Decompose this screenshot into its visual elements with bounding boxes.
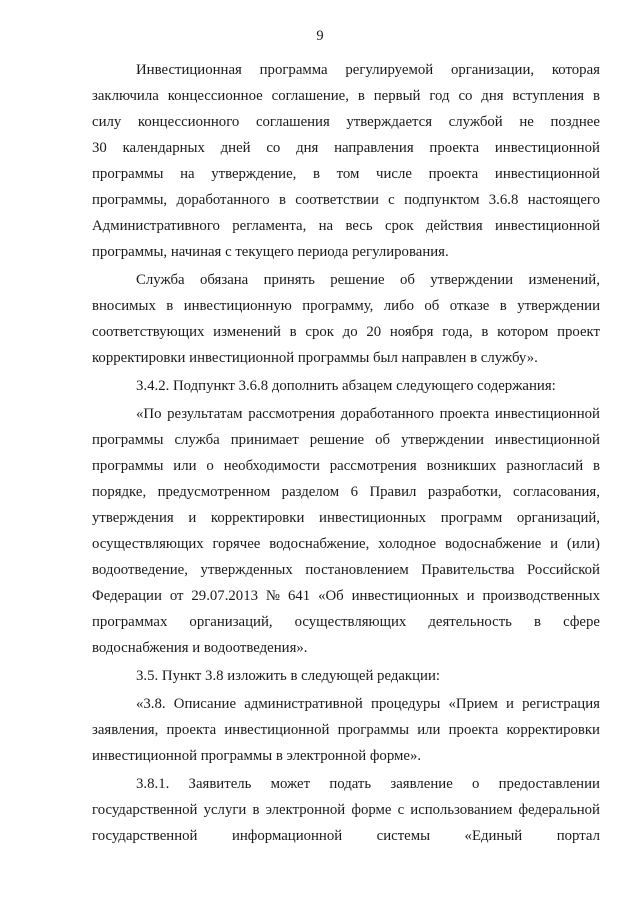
word: в bbox=[593, 88, 600, 104]
word: которая bbox=[551, 62, 600, 78]
word: доработанного bbox=[340, 406, 434, 422]
word: от bbox=[169, 588, 184, 604]
text-line bbox=[92, 717, 600, 743]
word: водоснабжение, bbox=[269, 536, 370, 552]
word: Российской bbox=[527, 562, 600, 578]
text-line bbox=[92, 823, 600, 849]
word: может bbox=[270, 776, 311, 792]
word: проект bbox=[557, 324, 600, 340]
word: информационной bbox=[231, 828, 343, 844]
text-line bbox=[92, 479, 600, 505]
word: программы bbox=[92, 432, 164, 448]
word: регистрация bbox=[522, 696, 600, 712]
word: осуществляющих bbox=[294, 614, 407, 630]
word: вносимых bbox=[92, 298, 156, 314]
word: решение bbox=[309, 432, 365, 448]
word: утверждение, bbox=[211, 166, 297, 182]
word: Описание bbox=[173, 696, 237, 712]
word: на bbox=[180, 166, 195, 182]
word: услуги bbox=[203, 802, 247, 818]
word: соответствующих bbox=[92, 324, 205, 340]
text-line bbox=[92, 135, 600, 161]
word: «Об bbox=[318, 588, 344, 604]
word: организаций, bbox=[189, 614, 273, 630]
word: Административного bbox=[92, 218, 220, 234]
word: «По bbox=[136, 406, 162, 422]
word: принять bbox=[263, 272, 315, 288]
word: программы bbox=[92, 458, 164, 474]
word: о bbox=[472, 776, 480, 792]
word: Инвестиционная bbox=[136, 62, 242, 78]
word: электронной bbox=[265, 802, 346, 818]
word: использованием bbox=[410, 802, 513, 818]
word: федеральной bbox=[518, 802, 600, 818]
word: 641 bbox=[287, 588, 311, 604]
word: заявление bbox=[390, 776, 453, 792]
text-line bbox=[92, 109, 600, 135]
word: предоставлении bbox=[498, 776, 600, 792]
word: силу bbox=[92, 114, 122, 130]
word: (или) bbox=[566, 536, 600, 552]
word: производственных bbox=[482, 588, 600, 604]
word: результатам bbox=[167, 406, 243, 422]
word: портал bbox=[556, 828, 600, 844]
word: утвержденных bbox=[200, 562, 293, 578]
word: заявления, bbox=[92, 722, 159, 738]
word: проекта bbox=[428, 166, 479, 182]
text-line bbox=[92, 771, 600, 797]
word: инвестиционной bbox=[494, 218, 600, 234]
word: изменений, bbox=[528, 272, 600, 288]
word: проекта bbox=[429, 140, 480, 156]
word: соглашения bbox=[255, 114, 330, 130]
word: инвестиционных bbox=[351, 588, 459, 604]
word: и bbox=[188, 510, 197, 526]
word: в bbox=[534, 614, 541, 630]
word: программ bbox=[440, 510, 503, 526]
word: и bbox=[506, 696, 514, 712]
word: обязана bbox=[199, 272, 249, 288]
word: утверждения bbox=[92, 510, 174, 526]
word: в bbox=[357, 88, 365, 104]
text-line: инвестиционной программы в электронной форме». bbox=[92, 748, 422, 764]
word: концессионного bbox=[137, 114, 240, 130]
word: в bbox=[499, 298, 507, 314]
word: утверждается bbox=[346, 114, 433, 130]
word: настоящего bbox=[527, 192, 600, 208]
word: горячее bbox=[212, 536, 261, 552]
word: первый bbox=[373, 88, 421, 104]
word: программы, bbox=[92, 192, 168, 208]
text-line: 3.5. Пункт 3.8 изложить в следующей редакции: bbox=[136, 668, 440, 684]
word: разделом bbox=[281, 484, 340, 500]
word: Правил bbox=[369, 484, 417, 500]
word: подпунктом bbox=[404, 192, 480, 208]
word: 6 bbox=[350, 484, 359, 500]
text-line bbox=[92, 505, 600, 531]
word: об bbox=[424, 298, 440, 314]
text-line bbox=[92, 213, 600, 239]
word: водоотведение, bbox=[92, 562, 188, 578]
word: или bbox=[173, 458, 197, 474]
text-line: водоснабжения и водоотведения». bbox=[92, 640, 308, 656]
word: в bbox=[166, 298, 174, 314]
text-line bbox=[92, 319, 600, 345]
word: 3.6.8 bbox=[488, 192, 519, 208]
word: корректировки bbox=[506, 722, 600, 738]
word: административной bbox=[244, 696, 363, 712]
word: и bbox=[466, 588, 475, 604]
word: утверждении bbox=[517, 298, 600, 314]
word: инвестиционных bbox=[319, 510, 427, 526]
word: корректировки bbox=[210, 510, 305, 526]
word: направления bbox=[334, 140, 414, 156]
word: до bbox=[342, 324, 358, 340]
word: 20 bbox=[366, 324, 382, 340]
word: государственной bbox=[92, 828, 198, 844]
word: «3.8. bbox=[136, 696, 166, 712]
text-line bbox=[92, 267, 600, 293]
word: не bbox=[519, 114, 534, 130]
text-line bbox=[92, 691, 600, 717]
text-line bbox=[92, 609, 600, 635]
text-line bbox=[92, 583, 600, 609]
word: со bbox=[458, 88, 473, 104]
word: постановлением bbox=[305, 562, 409, 578]
word: 3.8.1. bbox=[136, 776, 170, 792]
word: осуществляющих bbox=[92, 536, 204, 552]
text-line bbox=[92, 797, 600, 823]
word: «Прием bbox=[448, 696, 498, 712]
text-line bbox=[92, 187, 600, 213]
word: котором bbox=[497, 324, 549, 340]
word: в bbox=[313, 166, 320, 182]
word: рассмотрения bbox=[248, 406, 336, 422]
word: программу, bbox=[302, 298, 374, 314]
word: Служба bbox=[136, 272, 185, 288]
page-number: 9 bbox=[316, 28, 324, 44]
word: инвестиционной bbox=[494, 432, 600, 448]
word: государственной bbox=[92, 802, 198, 818]
word: дня bbox=[481, 88, 504, 104]
word: № bbox=[265, 588, 281, 604]
word: ноября bbox=[389, 324, 434, 340]
word: том bbox=[336, 166, 360, 182]
word: порядке, bbox=[92, 484, 147, 500]
word: организаций, bbox=[516, 510, 600, 526]
word: рассмотрения bbox=[329, 458, 417, 474]
word: года, bbox=[442, 324, 473, 340]
word: позднее bbox=[550, 114, 600, 130]
word: водоснабжение bbox=[444, 536, 542, 552]
text-line bbox=[92, 557, 600, 583]
word: доработанного bbox=[176, 192, 270, 208]
word: срок bbox=[305, 324, 334, 340]
word: числе bbox=[376, 166, 412, 182]
word: согласования, bbox=[513, 484, 600, 500]
text-line: 3.4.2. Подпункт 3.6.8 дополнить абзацем следующего содержания: bbox=[136, 378, 556, 394]
word: программы bbox=[337, 722, 410, 738]
word: действия bbox=[425, 218, 483, 234]
word: с bbox=[397, 802, 405, 818]
word: деятельность bbox=[428, 614, 512, 630]
word: в bbox=[593, 458, 600, 474]
word: и bbox=[550, 536, 559, 552]
text-line bbox=[92, 453, 600, 479]
word: год bbox=[429, 88, 450, 104]
word: инвестиционной bbox=[494, 140, 600, 156]
word: разногласий bbox=[506, 458, 584, 474]
word: календарных bbox=[122, 140, 205, 156]
text-line bbox=[92, 531, 600, 557]
word: службой bbox=[448, 114, 503, 130]
text-line bbox=[92, 427, 600, 453]
text-line: программы, начиная с текущего периода регулирования. bbox=[92, 244, 449, 260]
word: проекта bbox=[448, 722, 499, 738]
word: изменений bbox=[213, 324, 281, 340]
word: или bbox=[417, 722, 441, 738]
word: предусмотренном bbox=[157, 484, 271, 500]
text-line bbox=[92, 401, 600, 427]
word: Правительства bbox=[421, 562, 515, 578]
word: с bbox=[388, 192, 395, 208]
word: инвестиционной bbox=[224, 722, 330, 738]
word: «Единый bbox=[464, 828, 523, 844]
word: соответствии bbox=[295, 192, 379, 208]
word: инвестиционную bbox=[183, 298, 292, 314]
word: в bbox=[289, 324, 297, 340]
word: проекта bbox=[439, 406, 490, 422]
word: разработки, bbox=[427, 484, 502, 500]
word: концессионное bbox=[167, 88, 263, 104]
word: срок bbox=[384, 218, 414, 234]
word: весь bbox=[345, 218, 373, 234]
word: возникших bbox=[426, 458, 497, 474]
word: принимает bbox=[230, 432, 299, 448]
word: программа bbox=[259, 62, 328, 78]
word: дня bbox=[296, 140, 319, 156]
word: со bbox=[266, 140, 281, 156]
word: необходимости bbox=[223, 458, 320, 474]
word: инвестиционной bbox=[494, 166, 600, 182]
word: организации, bbox=[450, 62, 535, 78]
word: холодное bbox=[378, 536, 437, 552]
text-line: корректировки инвестиционной программы был направлен в службу». bbox=[92, 350, 538, 366]
word: утверждении bbox=[401, 432, 484, 448]
word: об bbox=[399, 272, 415, 288]
word: в bbox=[481, 324, 489, 340]
text-line bbox=[92, 293, 600, 319]
word: утверждении bbox=[430, 272, 514, 288]
word: соглашение, bbox=[271, 88, 349, 104]
word: программы bbox=[92, 166, 164, 182]
word: служба bbox=[174, 432, 220, 448]
word: либо bbox=[383, 298, 414, 314]
word: о bbox=[206, 458, 214, 474]
word: программах bbox=[92, 614, 168, 630]
word: в bbox=[278, 192, 286, 208]
word: процедуры bbox=[371, 696, 441, 712]
word: в bbox=[252, 802, 260, 818]
word: регулируемой bbox=[345, 62, 434, 78]
word: 29.07.2013 bbox=[191, 588, 258, 604]
document-body bbox=[92, 57, 600, 849]
text-line bbox=[92, 57, 600, 83]
word: дней bbox=[220, 140, 251, 156]
word: регламента, bbox=[232, 218, 307, 234]
text-line bbox=[92, 161, 600, 187]
word: на bbox=[318, 218, 334, 234]
word: Заявитель bbox=[188, 776, 252, 792]
word: форме bbox=[351, 802, 392, 818]
word: системы bbox=[376, 828, 431, 844]
word: отказе bbox=[449, 298, 490, 314]
word: заключила bbox=[92, 88, 159, 104]
word: проекта bbox=[166, 722, 217, 738]
word: об bbox=[375, 432, 391, 448]
word: подать bbox=[329, 776, 372, 792]
word: Федерации bbox=[92, 588, 162, 604]
word: вступления bbox=[512, 88, 585, 104]
word: 30 bbox=[92, 140, 107, 156]
word: инвестиционной bbox=[494, 406, 600, 422]
word: решение bbox=[330, 272, 385, 288]
text-line bbox=[92, 83, 600, 109]
word: сфере bbox=[563, 614, 600, 630]
